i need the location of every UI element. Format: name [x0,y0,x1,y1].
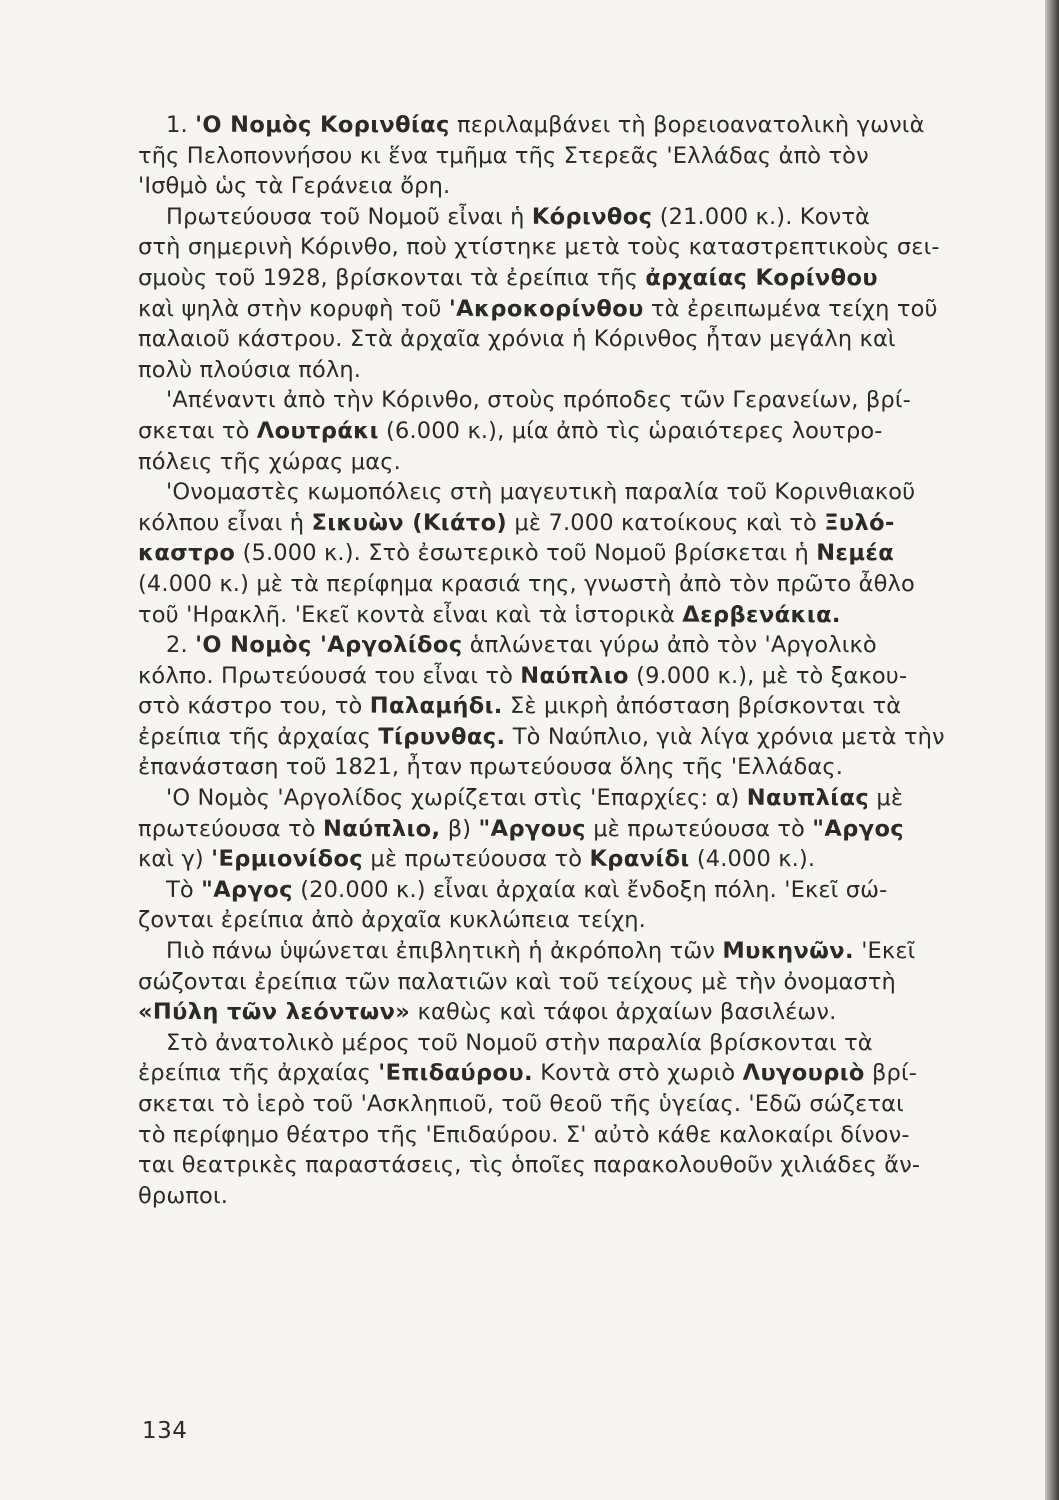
bold-text: Μυκηνῶν. [722,938,854,965]
text-line [138,141,1038,172]
text-run: ἐπανάσταση τοῦ 1821, ἦταν πρωτεύουσα ὅλης τῆς 'Ελλάδας. [138,754,844,781]
text-run: (4.000 κ.). [689,846,816,873]
text-line [138,1058,1038,1089]
text-run: τὸ περίφημο θέατρο τῆς 'Επιδαύρου. Σ' αὐτὸ κάθε καλοκαίρι δίνον- [138,1121,910,1148]
bold-text: "Αργος [201,876,293,903]
text-line [138,905,1038,936]
text-run: 'Ισθμὸ ὡς τὰ Γεράνεια ὄρη. [138,173,451,200]
text-run: κόλπου εἶναι ἡ [138,509,312,536]
text-line [138,202,1038,233]
page-number: 134 [142,1418,188,1444]
text-line [138,232,1038,263]
text-line [138,1181,1038,1212]
bold-text: Κόρινθος [531,203,653,230]
text-run: (9.000 κ.), μὲ τὸ ξακου- [628,662,908,689]
text-line [138,569,1038,600]
text-run: ἁπλώνεται γύρω ἀπὸ τὸν 'Αργολικὸ [462,632,877,659]
text-line [138,936,1038,967]
text-run: Πιὸ πάνω ὑψώνεται ἐπιβλητικὴ ἡ ἀκρόπολη τῶν [166,938,723,965]
text-run: 2. [166,632,196,659]
text-run: 1. [166,112,196,138]
text-run: σκεται τὸ ἱερὸ τοῦ 'Ασκληπιοῦ, τοῦ θεοῦ τῆς ὑγείας. 'Εδῶ σώζεται [138,1091,904,1117]
bold-text: Σικυὼν (Κιάτο) [311,509,508,536]
text-run: ται θεατρικὲς παραστάσεις, τὶς ὁποῖες παρακολουθοῦν χιλιάδες ἄν- [138,1152,921,1179]
text-run: τῆς Πελοποννήσου κι ἕνα τμῆμα τῆς Στερεᾶς 'Ελλάδας ἀπὸ τὸν [138,142,869,169]
bold-text: Νεμέα [816,540,895,567]
text-run: Τὸ Ναύπλιο, γιὰ λίγα χρόνια μετὰ τὴν [505,723,945,750]
bold-text: «Πύλη τῶν λεόντων» [138,999,411,1026]
text-run: κόλπο. Πρωτεύουσά του εἶναι τὸ [138,662,521,689]
text-line [138,814,1038,845]
text-run: β) [440,815,479,842]
text-run: τὰ ἐρειπωμένα τείχη τοῦ [643,295,938,322]
text-run: Στὸ ἀνατολικὸ μέρος τοῦ Νομοῦ στὴν παραλία βρίσκονται τὰ [166,1029,873,1056]
bold-text: 'Ο Νομὸς 'Αργολίδος [195,632,463,659]
text-run: 'Ο Νομὸς 'Αργολίδος χωρίζεται στὶς 'Επαρχίες: α) [166,785,747,812]
bold-text: 'Ο Νομὸς Κορινθίας [195,112,450,138]
bold-text: καστρο [138,540,236,567]
text-run: (21.000 κ.). Κοντὰ [652,203,871,230]
text-run: πολὺ πλούσια πόλη. [138,356,362,383]
page-edge-shadow [1045,0,1059,1500]
text-line [138,1028,1038,1059]
bold-text: Δερβενάκια. [682,601,841,628]
text-line [138,997,1038,1028]
text-run: μὲ [869,785,904,812]
text-line [138,324,1038,355]
text-run: σμοὺς τοῦ 1928, βρίσκονται τὰ ἐρείπια τῆς [138,264,646,291]
text-run: τοῦ 'Ηρακλῆ. 'Εκεῖ κοντὰ εἶναι καὶ τὰ ἱστορικὰ [138,601,683,628]
text-run: 'Απέναντι ἀπὸ τὴν Κόρινθο, στοὺς πρόποδες τῶν Γερανείων, βρί- [166,387,911,414]
bold-text: Ναύπλιο [520,662,629,689]
text-run: περιλαμβάνει τὴ βορειοανατολικὴ γωνιὰ [449,112,925,138]
text-run: (4.000 κ.) μὲ τὰ περίφημα κρασιά της, γνωστὴ ἀπὸ τὸν πρῶτο ἆθλο [138,570,915,597]
text-line [138,171,1038,202]
text-run: (5.000 κ.). Στὸ ἐσωτερικὸ τοῦ Νομοῦ βρίσκεται ἡ [235,540,817,567]
bold-text: ἀρχαίας Κορίνθου [645,264,878,291]
text-line [138,967,1038,998]
text-run: θρωποι. [138,1182,229,1209]
bold-text: Ναυπλίας [746,785,870,812]
text-run: σκεται τὸ [138,417,257,444]
text-line [138,722,1038,753]
text-run: στὴ σημερινὴ Κόρινθο, ποὺ χτίστηκε μετὰ τοὺς καταστρεπτικοὺς σει- [138,234,940,261]
text-run: μὲ πρωτεύουσα τὸ [363,846,590,873]
text-line [138,294,1038,325]
text-line [138,600,1038,631]
text-run: Κοντὰ στὸ χωριὸ [532,1060,743,1087]
text-line [138,691,1038,722]
text-run: στὸ κάστρο του, τὸ [138,693,370,720]
text-line [138,1089,1038,1120]
text-line [138,355,1038,386]
text-run: Πρωτεύουσα τοῦ Νομοῦ εἶναι ἡ [166,203,532,230]
bold-text: Λουτράκι [256,417,379,444]
body-text [138,110,1038,1211]
text-line [138,1120,1038,1151]
text-run: παλαιοῦ κάστρου. Στὰ ἀρχαῖα χρόνια ἡ Κόρινθος ἦταν μεγάλη καὶ [138,326,896,353]
text-line [138,447,1038,478]
text-line [138,385,1038,416]
text-run: Σὲ μικρὴ ἀπόσταση βρίσκονται τὰ [502,693,902,720]
text-run: μὲ 7.000 κατοίκους καὶ τὸ [507,509,825,536]
bold-text: "Αργος [812,815,905,842]
bold-text: 'Ερμιονίδος [211,846,364,873]
text-line [138,1150,1038,1181]
text-run: 'Εκεῖ [853,938,916,965]
text-run: καθὼς καὶ τάφοι ἀρχαίων βασιλέων. [410,999,837,1026]
text-line [138,263,1038,294]
text-run: πρωτεύουσα τὸ [138,815,323,842]
text-line [138,661,1038,692]
bold-text: "Αργους [478,815,586,842]
text-line [138,477,1038,508]
text-line [138,110,1038,141]
text-run: βρί- [864,1060,918,1087]
bold-text: Παλαμήδι. [369,693,503,720]
text-run: σώζονται ἐρείπια τῶν παλατιῶν καὶ τοῦ τείχους μὲ τὴν ὀνομαστὴ [138,968,896,995]
text-run: (20.000 κ.) εἶναι ἀρχαία καὶ ἔνδοξη πόλη. 'Εκεῖ σώ- [292,876,888,903]
text-run: καὶ γ) [138,846,212,873]
bold-text: 'Επιδαύρου. [378,1060,533,1087]
text-line [138,508,1038,539]
text-run: πόλεις τῆς χώρας μας. [138,448,401,475]
text-run: 'Ονομαστὲς κωμοπόλεις στὴ μαγευτικὴ παραλία τοῦ Κορινθιακοῦ [166,479,916,506]
bold-text: 'Ακροκορίνθου [448,295,644,322]
bold-text: Ξυλό- [824,509,895,536]
bold-text: Κρανίδι [589,846,690,873]
text-line [138,630,1038,661]
text-line [138,844,1038,875]
text-run: καὶ ψηλὰ στὴν κορυφὴ τοῦ [138,295,449,322]
text-run: Τὸ [166,876,202,903]
text-run: ζονται ἐρείπια ἀπὸ ἀρχαῖα κυκλώπεια τείχη. [138,907,646,934]
text-line [138,752,1038,783]
text-line [138,538,1038,569]
text-line [138,416,1038,447]
text-run: ἐρείπια τῆς ἀρχαίας [138,723,379,750]
bold-text: Λυγουριὸ [742,1060,865,1087]
text-line [138,875,1038,906]
bold-text: Ναύπλιο, [323,815,441,842]
text-run: μὲ πρωτεύουσα τὸ [585,815,813,842]
text-line [138,783,1038,814]
bold-text: Τίρυνθας. [378,723,506,750]
text-run: (6.000 κ.), μία ἀπὸ τὶς ὡραιότερες λουτρο- [378,417,883,444]
text-run: ἐρείπια τῆς ἀρχαίας [138,1060,379,1087]
